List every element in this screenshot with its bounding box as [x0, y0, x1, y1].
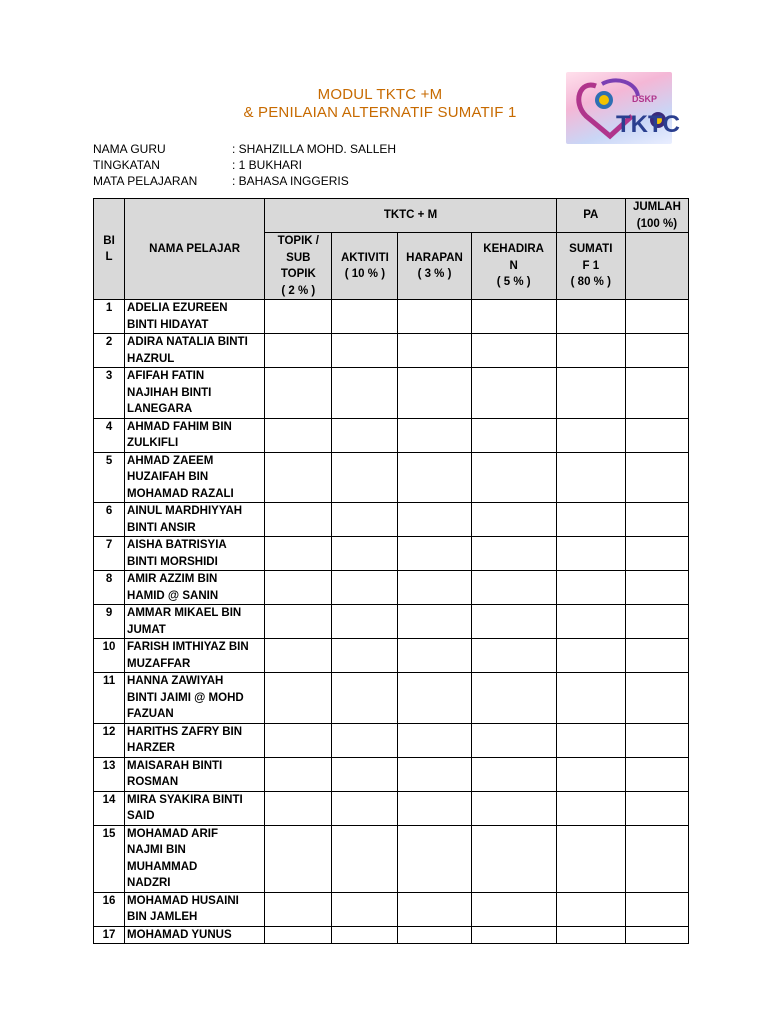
title-line-2: & PENILAIAN ALTERNATIF SUMATIF 1: [243, 104, 517, 121]
score-cell-sumatif[interactable]: [556, 673, 625, 724]
score-cell-kehadiran[interactable]: [471, 368, 556, 419]
row-number: 3: [94, 368, 125, 419]
info-block: [93, 141, 396, 189]
row-number: 15: [94, 825, 125, 892]
score-cell-jumlah[interactable]: [625, 757, 688, 791]
score-cell-topik[interactable]: [265, 571, 332, 605]
header-aktiviti: [332, 233, 398, 300]
score-cell-harapan[interactable]: [398, 926, 471, 944]
table-row: [94, 673, 689, 724]
row-number: 9: [94, 605, 125, 639]
info-label: MATA PELAJARAN: [93, 174, 198, 188]
score-cell-aktiviti[interactable]: [332, 334, 398, 368]
score-cell-aktiviti[interactable]: [332, 757, 398, 791]
header-pa-text: PA: [583, 209, 599, 222]
score-cell-harapan[interactable]: [398, 503, 471, 537]
header-pa: [556, 199, 625, 233]
header-tktc-text: TKTC + M: [383, 209, 438, 222]
score-cell-harapan[interactable]: [398, 452, 471, 503]
score-cell-aktiviti[interactable]: [332, 892, 398, 926]
student-name: ADIRA NATALIA BINTI HAZRUL: [125, 334, 265, 368]
info-label: NAMA GURU: [93, 142, 166, 156]
score-cell-topik[interactable]: [265, 892, 332, 926]
student-name: MOHAMAD ARIF NAJMI BIN MUHAMMAD NADZRI: [125, 825, 265, 892]
score-cell-harapan[interactable]: [398, 418, 471, 452]
score-cell-jumlah[interactable]: [625, 723, 688, 757]
header-sumatif: [556, 233, 625, 300]
score-cell-jumlah[interactable]: [625, 503, 688, 537]
table-row: [94, 503, 689, 537]
score-cell-jumlah[interactable]: [625, 368, 688, 419]
row-number: 10: [94, 639, 125, 673]
logo-tktc-text: TKTC: [616, 111, 680, 138]
score-cell-jumlah[interactable]: [625, 825, 688, 892]
score-cell-topik[interactable]: [265, 639, 332, 673]
table-row: [94, 605, 689, 639]
score-cell-sumatif[interactable]: [556, 537, 625, 571]
score-cell-topik[interactable]: [265, 418, 332, 452]
row-number: 5: [94, 452, 125, 503]
header-harapan-text: HARAPAN ( 3 % ): [406, 251, 463, 280]
score-cell-jumlah[interactable]: [625, 639, 688, 673]
score-cell-topik[interactable]: [265, 723, 332, 757]
row-number: 11: [94, 673, 125, 724]
header-topik-text: TOPIK / SUB TOPIK ( 2 % ): [277, 235, 319, 297]
row-number: 12: [94, 723, 125, 757]
score-cell-aktiviti[interactable]: [332, 605, 398, 639]
score-cell-kehadiran[interactable]: [471, 334, 556, 368]
info-row-mata-pelajaran: [93, 173, 396, 189]
student-name: HARITHS ZAFRY BIN HARZER: [125, 723, 265, 757]
info-row-nama-guru: [93, 141, 396, 157]
header-jumlah-blank: [625, 233, 688, 300]
score-cell-aktiviti[interactable]: [332, 368, 398, 419]
score-cell-aktiviti[interactable]: [332, 673, 398, 724]
score-cell-harapan[interactable]: [398, 571, 471, 605]
score-cell-topik[interactable]: [265, 791, 332, 825]
document-title: [180, 86, 580, 122]
score-cell-aktiviti[interactable]: [332, 791, 398, 825]
tktc-logo-graphic: [566, 72, 680, 144]
score-cell-kehadiran[interactable]: [471, 452, 556, 503]
score-cell-kehadiran[interactable]: [471, 926, 556, 944]
row-number: 4: [94, 418, 125, 452]
table-row: [94, 452, 689, 503]
score-cell-harapan[interactable]: [398, 757, 471, 791]
score-cell-topik[interactable]: [265, 757, 332, 791]
score-cell-kehadiran[interactable]: [471, 605, 556, 639]
score-cell-sumatif[interactable]: [556, 791, 625, 825]
score-cell-jumlah[interactable]: [625, 892, 688, 926]
row-number: 8: [94, 571, 125, 605]
score-cell-topik[interactable]: [265, 825, 332, 892]
score-cell-topik[interactable]: [265, 673, 332, 724]
score-cell-harapan[interactable]: [398, 723, 471, 757]
score-cell-jumlah[interactable]: [625, 926, 688, 944]
student-assessment-table: [93, 198, 689, 944]
logo-dskp-text: DSKP: [632, 94, 658, 104]
score-cell-aktiviti[interactable]: [332, 723, 398, 757]
title-line-1: MODUL TKTC +M: [317, 86, 443, 103]
score-cell-sumatif[interactable]: [556, 605, 625, 639]
student-name: AINUL MARDHIYYAH BINTI ANSIR: [125, 503, 265, 537]
score-cell-topik[interactable]: [265, 368, 332, 419]
header-kehadiran-text: KEHADIRA N ( 5 % ): [483, 243, 544, 289]
score-cell-harapan[interactable]: [398, 300, 471, 334]
student-name: AHMAD FAHIM BIN ZULKIFLI: [125, 418, 265, 452]
score-cell-topik[interactable]: [265, 503, 332, 537]
student-name: FARISH IMTHIYAZ BIN MUZAFFAR: [125, 639, 265, 673]
score-cell-sumatif[interactable]: [556, 757, 625, 791]
score-cell-aktiviti[interactable]: [332, 639, 398, 673]
score-cell-aktiviti[interactable]: [332, 825, 398, 892]
score-cell-kehadiran[interactable]: [471, 418, 556, 452]
student-name: MAISARAH BINTI ROSMAN: [125, 757, 265, 791]
score-cell-aktiviti[interactable]: [332, 418, 398, 452]
score-cell-sumatif[interactable]: [556, 300, 625, 334]
student-name: AHMAD ZAEEM HUZAIFAH BIN MOHAMAD RAZALI: [125, 452, 265, 503]
header-harapan: [398, 233, 471, 300]
row-number: 2: [94, 334, 125, 368]
row-number: 17: [94, 926, 125, 944]
score-cell-jumlah[interactable]: [625, 571, 688, 605]
score-cell-harapan[interactable]: [398, 825, 471, 892]
score-cell-topik[interactable]: [265, 452, 332, 503]
score-cell-topik[interactable]: [265, 926, 332, 944]
score-cell-kehadiran[interactable]: [471, 825, 556, 892]
score-cell-sumatif[interactable]: [556, 418, 625, 452]
score-cell-sumatif[interactable]: [556, 452, 625, 503]
score-cell-sumatif[interactable]: [556, 892, 625, 926]
score-cell-jumlah[interactable]: [625, 334, 688, 368]
header-jumlah-text: JUMLAH (100 %): [632, 201, 681, 230]
student-name: MOHAMAD YUNUS: [125, 926, 265, 944]
student-name: MIRA SYAKIRA BINTI SAID: [125, 791, 265, 825]
score-cell-topik[interactable]: [265, 300, 332, 334]
table-row: [94, 639, 689, 673]
table-body: [94, 300, 689, 944]
score-cell-harapan[interactable]: [398, 334, 471, 368]
row-number: 13: [94, 757, 125, 791]
score-cell-kehadiran[interactable]: [471, 503, 556, 537]
info-value: : 1 BUKHARI: [232, 158, 303, 172]
score-cell-harapan[interactable]: [398, 892, 471, 926]
score-cell-kehadiran[interactable]: [471, 300, 556, 334]
score-cell-aktiviti[interactable]: [332, 571, 398, 605]
student-name: AFIFAH FATIN NAJIHAH BINTI LANEGARA: [125, 368, 265, 419]
header-bil: [94, 199, 125, 300]
header-sumatif-text: SUMATI F 1 ( 80 % ): [569, 243, 613, 289]
student-name: AMIR AZZIM BIN HAMID @ SANIN: [125, 571, 265, 605]
score-cell-kehadiran[interactable]: [471, 892, 556, 926]
table-row: [94, 418, 689, 452]
score-cell-aktiviti[interactable]: [332, 300, 398, 334]
score-cell-aktiviti[interactable]: [332, 452, 398, 503]
score-cell-topik[interactable]: [265, 334, 332, 368]
score-cell-harapan[interactable]: [398, 791, 471, 825]
table-row: [94, 334, 689, 368]
table-row: [94, 791, 689, 825]
student-name: AMMAR MIKAEL BIN JUMAT: [125, 605, 265, 639]
score-cell-sumatif[interactable]: [556, 571, 625, 605]
header-tktc: [265, 199, 556, 233]
info-row-tingkatan: [93, 157, 396, 173]
header-jumlah: [625, 199, 688, 233]
student-name: ADELIA EZUREEN BINTI HIDAYAT: [125, 300, 265, 334]
score-cell-harapan[interactable]: [398, 537, 471, 571]
row-number: 6: [94, 503, 125, 537]
score-cell-aktiviti[interactable]: [332, 503, 398, 537]
score-cell-aktiviti[interactable]: [332, 537, 398, 571]
header-aktiviti-text: AKTIVITI ( 10 % ): [340, 251, 389, 280]
score-cell-sumatif[interactable]: [556, 334, 625, 368]
table-row: [94, 300, 689, 334]
table-row: [94, 571, 689, 605]
score-cell-jumlah[interactable]: [625, 537, 688, 571]
score-cell-kehadiran[interactable]: [471, 791, 556, 825]
table-row: [94, 723, 689, 757]
score-cell-kehadiran[interactable]: [471, 571, 556, 605]
score-cell-jumlah[interactable]: [625, 791, 688, 825]
score-cell-aktiviti[interactable]: [332, 926, 398, 944]
table-row: [94, 368, 689, 419]
student-name: HANNA ZAWIYAH BINTI JAIMI @ MOHD FAZUAN: [125, 673, 265, 724]
info-label: TINGKATAN: [93, 158, 160, 172]
header-topik: [265, 233, 332, 300]
score-cell-topik[interactable]: [265, 605, 332, 639]
header-kehadiran: [471, 233, 556, 300]
score-cell-kehadiran[interactable]: [471, 757, 556, 791]
row-number: 16: [94, 892, 125, 926]
score-cell-kehadiran[interactable]: [471, 639, 556, 673]
header-nama-text: NAMA PELAJAR: [149, 242, 241, 255]
score-cell-sumatif[interactable]: [556, 368, 625, 419]
header-bil-text: BI L: [103, 234, 115, 263]
score-cell-topik[interactable]: [265, 537, 332, 571]
table-row: [94, 537, 689, 571]
score-cell-harapan[interactable]: [398, 673, 471, 724]
score-cell-kehadiran[interactable]: [471, 537, 556, 571]
row-number: 1: [94, 300, 125, 334]
student-name: AISHA BATRISYIA BINTI MORSHIDI: [125, 537, 265, 571]
score-cell-jumlah[interactable]: [625, 300, 688, 334]
student-name: MOHAMAD HUSAINI BIN JAMLEH: [125, 892, 265, 926]
score-cell-sumatif[interactable]: [556, 639, 625, 673]
table-row: [94, 757, 689, 791]
row-number: 7: [94, 537, 125, 571]
score-cell-jumlah[interactable]: [625, 418, 688, 452]
table-row: [94, 825, 689, 892]
score-cell-jumlah[interactable]: [625, 673, 688, 724]
score-cell-jumlah[interactable]: [625, 605, 688, 639]
score-cell-sumatif[interactable]: [556, 926, 625, 944]
info-value: : SHAHZILLA MOHD. SALLEH: [232, 142, 397, 156]
header-nama-pelajar: [125, 199, 265, 300]
table-row: [94, 892, 689, 926]
tktc-logo: [566, 72, 680, 144]
score-cell-sumatif[interactable]: [556, 723, 625, 757]
score-cell-harapan[interactable]: [398, 368, 471, 419]
score-cell-sumatif[interactable]: [556, 825, 625, 892]
info-value: : BAHASA INGGERIS: [232, 174, 349, 188]
score-cell-harapan[interactable]: [398, 605, 471, 639]
score-cell-jumlah[interactable]: [625, 452, 688, 503]
score-cell-kehadiran[interactable]: [471, 673, 556, 724]
score-cell-harapan[interactable]: [398, 639, 471, 673]
row-number: 14: [94, 791, 125, 825]
table-row: [94, 926, 689, 944]
score-cell-kehadiran[interactable]: [471, 723, 556, 757]
score-cell-sumatif[interactable]: [556, 503, 625, 537]
